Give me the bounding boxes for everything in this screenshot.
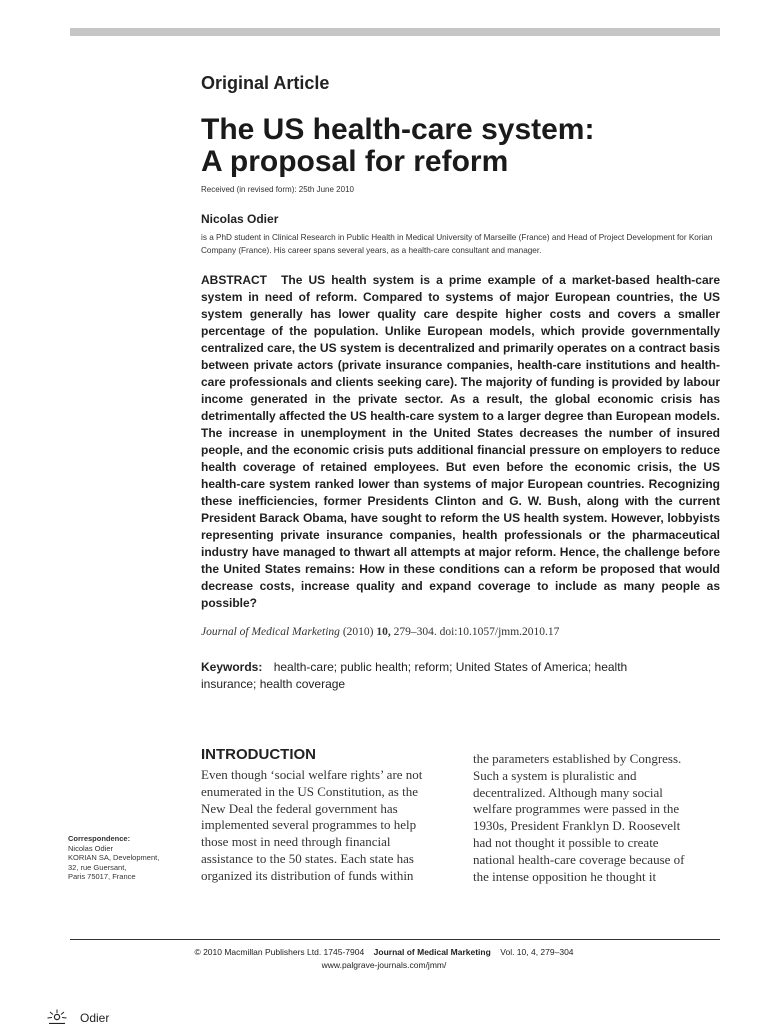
footer-volume: Vol. 10, 4, 279–304 <box>500 947 574 957</box>
section-label: Original Article <box>201 73 330 93</box>
correspondence-line: 32, rue Guersant, <box>68 862 127 872</box>
text-line: assistance to the 50 states. Each state has <box>201 850 414 866</box>
footer-url[interactable]: www.palgrave-journals.com/jmm/ <box>321 960 447 970</box>
text-line: had not thought it possible to create <box>473 834 659 850</box>
citation <box>201 626 559 638</box>
text-line: organized its distribution of funds within <box>201 867 414 883</box>
citation-year: (2010) <box>342 626 374 638</box>
keywords-label: Keywords: <box>201 660 263 674</box>
correspondence <box>68 834 159 882</box>
text-line: Even though ‘social welfare rights’ are not <box>201 767 423 782</box>
article-title <box>201 114 594 178</box>
keywords-text: health-care; public health; reform; United States of America; health insurance; health coverage <box>201 660 628 691</box>
footer-publication-line <box>0 946 768 959</box>
text-line: enumerated in the US Constitution, as the <box>201 783 418 799</box>
citation-volume: 10, <box>376 626 391 638</box>
author-bio: is a PhD student in Clinical Research in Public Health in Medical University of Marseille (France) and Head of Project Development for Korian Company (France). His career spans several years, as a health-care consultant and manager. <box>201 233 713 255</box>
footer <box>0 946 768 972</box>
introduction-heading: INTRODUCTION <box>201 746 316 763</box>
text-line: welfare programmes were passed in the <box>473 801 680 817</box>
abstract <box>201 272 720 612</box>
footer-journal: Journal of Medical Marketing <box>373 947 491 957</box>
abstract-text: The US health system is a prime example of a market-based health-care system in need of reform. Compared to systems of major European countries, the US system generally has lower quality care despite higher costs and covers a smaller percentage of the population. Unlike European models, which provide governmentally centralized care, the US system is decentralized and primarily operates on a contract basis between private actors (private insurance companies, health-care institutions and health-care professionals and clients seeking care). The majority of funding is provided by labour income generated in the private sector. As a result, the global economic crisis has detrimentally affected the US health-care system to a larger degree than European models. The increase in unemployment in the United States decreases the number of insured people, and the economic crisis puts additional financial pressure on employers to reduce health coverage of retained employees. But even before the economic crisis, the US health-care system ranked lower than systems of major European countries. Recognizing these inefficiencies, former Presidents Clinton and G. W. Bush, along with the current President Barack Obama, have sought to reform the US health system. However, lobbyists representing private insurance companies, health professionals or the pharmaceutical industry have managed to thwart all attempts at major reform. Hence, the challenge before the United States remains: How in these conditions can a reform be proposed that would decrease costs, increase quality and expand coverage to include as many people as possible? <box>201 273 720 610</box>
text-line: national health-care coverage because of <box>473 851 685 867</box>
running-head: Odier <box>80 1011 110 1025</box>
text-line: 1930s, President Franklyn D. Roosevelt <box>473 818 681 834</box>
text-line: decentralized. Although many social <box>473 784 663 800</box>
footer-copyright: © 2010 Macmillan Publishers Ltd. 1745-7904 <box>194 947 365 957</box>
correspondence-label: Correspondence: <box>68 834 131 843</box>
text-line: New Deal the federal government has <box>201 800 398 816</box>
introduction-column-left <box>201 767 451 885</box>
received-date: Received (in revised form): 25th June 2010 <box>201 185 354 194</box>
correspondence-line: Paris 75017, France <box>68 872 136 881</box>
footer-rule <box>70 939 720 940</box>
top-rule <box>70 28 720 36</box>
citation-pages-doi[interactable]: 279–304. doi:10.1057/jmm.2010.17 <box>393 626 560 638</box>
title-line-2: A proposal for reform <box>201 145 509 178</box>
citation-journal: Journal of Medical Marketing <box>201 626 340 638</box>
text-line: those most in need through financial <box>201 834 391 850</box>
text-line: the intense opposition he thought it <box>473 868 657 884</box>
correspondence-line: Nicolas Odier <box>68 843 114 853</box>
keywords <box>201 659 681 693</box>
text-line: implemented several programmes to help <box>201 817 417 833</box>
text-line: the parameters established by Congress. <box>473 751 682 766</box>
abstract-label: ABSTRACT <box>201 273 267 287</box>
correspondence-line: KORIAN SA, Development, <box>68 853 160 862</box>
title-line-1: The US health-care system: <box>201 113 595 146</box>
author-name: Nicolas Odier <box>201 212 279 226</box>
introduction-column-right <box>473 751 723 885</box>
sunburst-logo-icon <box>46 1009 68 1024</box>
text-line: Such a system is pluralistic and <box>473 767 637 783</box>
